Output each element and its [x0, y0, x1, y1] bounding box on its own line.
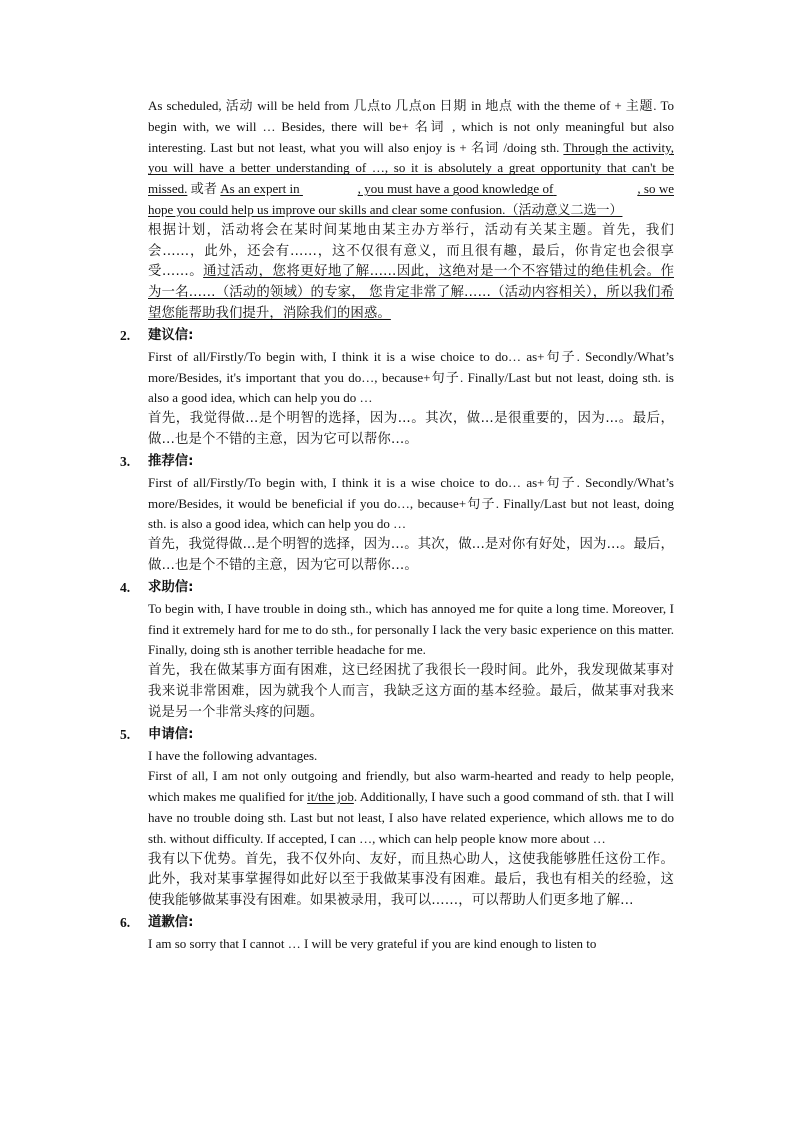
section-heading [120, 325, 674, 347]
section-heading [120, 451, 674, 473]
section-english-paragraph: First of all/Firstly/To begin with, I think it is a wise choice to do… as+句子. Secondly/What’s more/Besides, it's important that you do…, because+句子. Finally/Last but not least, doing sth. is also a good idea, which can help you do … [148, 348, 674, 406]
application-text-end: . Additionally, I have such a good command of sth. that I will have no trouble doing sth. Last but not least, I also have related experience, which allows me to do sth. without difficulty. If accepted, I can …, which can help people know more about … [148, 789, 675, 846]
section-english-paragraph: I am so sorry that I cannot … I will be very grateful if you are kind enough to listen to [148, 935, 597, 951]
section-title: 申请信: [148, 726, 194, 742]
section-number: 3. [120, 453, 131, 469]
section-english-paragraph [148, 766, 674, 849]
section-number: 6. [120, 914, 131, 930]
intro-underlined-meaning-b-middle: , you must have a good knowledge of [357, 181, 554, 197]
document-page [120, 96, 675, 955]
section-chinese-paragraph: 首先，我觉得做...是个明智的选择，因为...。其次，做...是很重要的，因为...。最后，做…也是个不错的主意，因为它可以帮你…。 [148, 411, 674, 447]
section-english-paragraph: To begin with, I have trouble in doing sth., which has annoyed me for quite a long time. Moreover, I find it extremely hard for me to do sth., for personally I lack the very basic experience on this matter. Finally, doing sth is another terrible headache for me. [148, 600, 674, 658]
fill-in-blank [553, 179, 637, 200]
intro-or-separator: 或者 [187, 181, 221, 197]
fill-in-blank [300, 179, 358, 200]
intro-underlined-meaning-b-end: , so we hope you could help us improve our skills and clear some confusion. [148, 181, 674, 217]
intro-underlined-meaning-b-start: As an expert in [220, 181, 300, 197]
section-heading [120, 724, 674, 746]
section-title: 建议信: [148, 327, 194, 343]
section-english-intro-line: I have the following advantages. [148, 747, 318, 763]
section-chinese-paragraph: 首先，我在做某事方面有困难，这已经困扰了我很长一段时间。此外，我发现做某事对我来说非常困难，因为就我个人而言，我缺乏这方面的基本经验。最后，做某事对我来说是另一个非常头疼的问题。 [148, 663, 674, 720]
intro-note: （活动意义二选一） [505, 201, 623, 217]
application-underlined-job: it/the job [307, 789, 354, 805]
intro-chinese-underlined: 通过活动，您将更好地了解……因此，这绝对是一个不容错过的绝佳机会。作为一名……（活动的领域）的专家， 您肯定非常了解……（活动内容相关），所以我们希望您能帮助我们提升，消除我们的困惑。 [148, 264, 674, 321]
section-chinese-paragraph: 我有以下优势。首先，我不仅外向、友好，而且热心助人，这使我能够胜任这份工作。此外，我对某事掌握得如此好以至于我做某事没有困难。最后，我也有相关的经验，这使我能够做某事没有困难。如果被录用，我可以……，可以帮助人们更多地了解… [148, 851, 674, 909]
intro-chinese-paragraph [148, 221, 674, 325]
section-number: 2. [120, 327, 131, 343]
intro-chinese-text: 根据计划，活动将会在某时间某地由某主办方举行，活动有关某主题。首先，我们会……，此外，还会有……，这不仅很有意义，而且很有趣，最后，你肯定也会很享受……。 [148, 222, 674, 280]
intro-english-paragraph [148, 96, 674, 221]
section-title: 推荐信: [148, 453, 194, 469]
section-english-paragraph: First of all/Firstly/To begin with, I think it is a wise choice to do… as+句子. Secondly/What’s more/Besides, it would be beneficial if you do…, because+句子. Finally/Last but not least, doing sth. is also a good idea, which can help you do … [148, 474, 674, 532]
section-number: 5. [120, 726, 131, 742]
section-heading [120, 912, 674, 934]
intro-english-text: As scheduled, 活动 will be held from 几点to 几点on 日期 in 地点 with the theme of + 主题. To begin with, we will … Besides, there will be+ 名词 , which is not only meaningful but also interesting. Last but not least, what you will also enjoy is + 名词 /doing sth. [148, 98, 674, 155]
section-title: 求助信: [148, 579, 194, 595]
intro-underlined-meaning-a: Through the activity, you will have a better understanding of …, so it is absolutely a great opportunity that can't be missed. [148, 139, 674, 197]
section-title: 道歉信: [148, 914, 194, 930]
section-heading [120, 577, 674, 599]
section-number: 4. [120, 579, 131, 595]
application-text-start: First of all, I am not only outgoing and friendly, but also warm-hearted and ready to help people, which makes me qualified for [148, 768, 674, 805]
section-chinese-paragraph: 首先，我觉得做...是个明智的选择，因为…。其次，做...是对你有好处，因为…。最后，做…也是个不错的主意，因为它可以帮你…。 [148, 537, 674, 573]
